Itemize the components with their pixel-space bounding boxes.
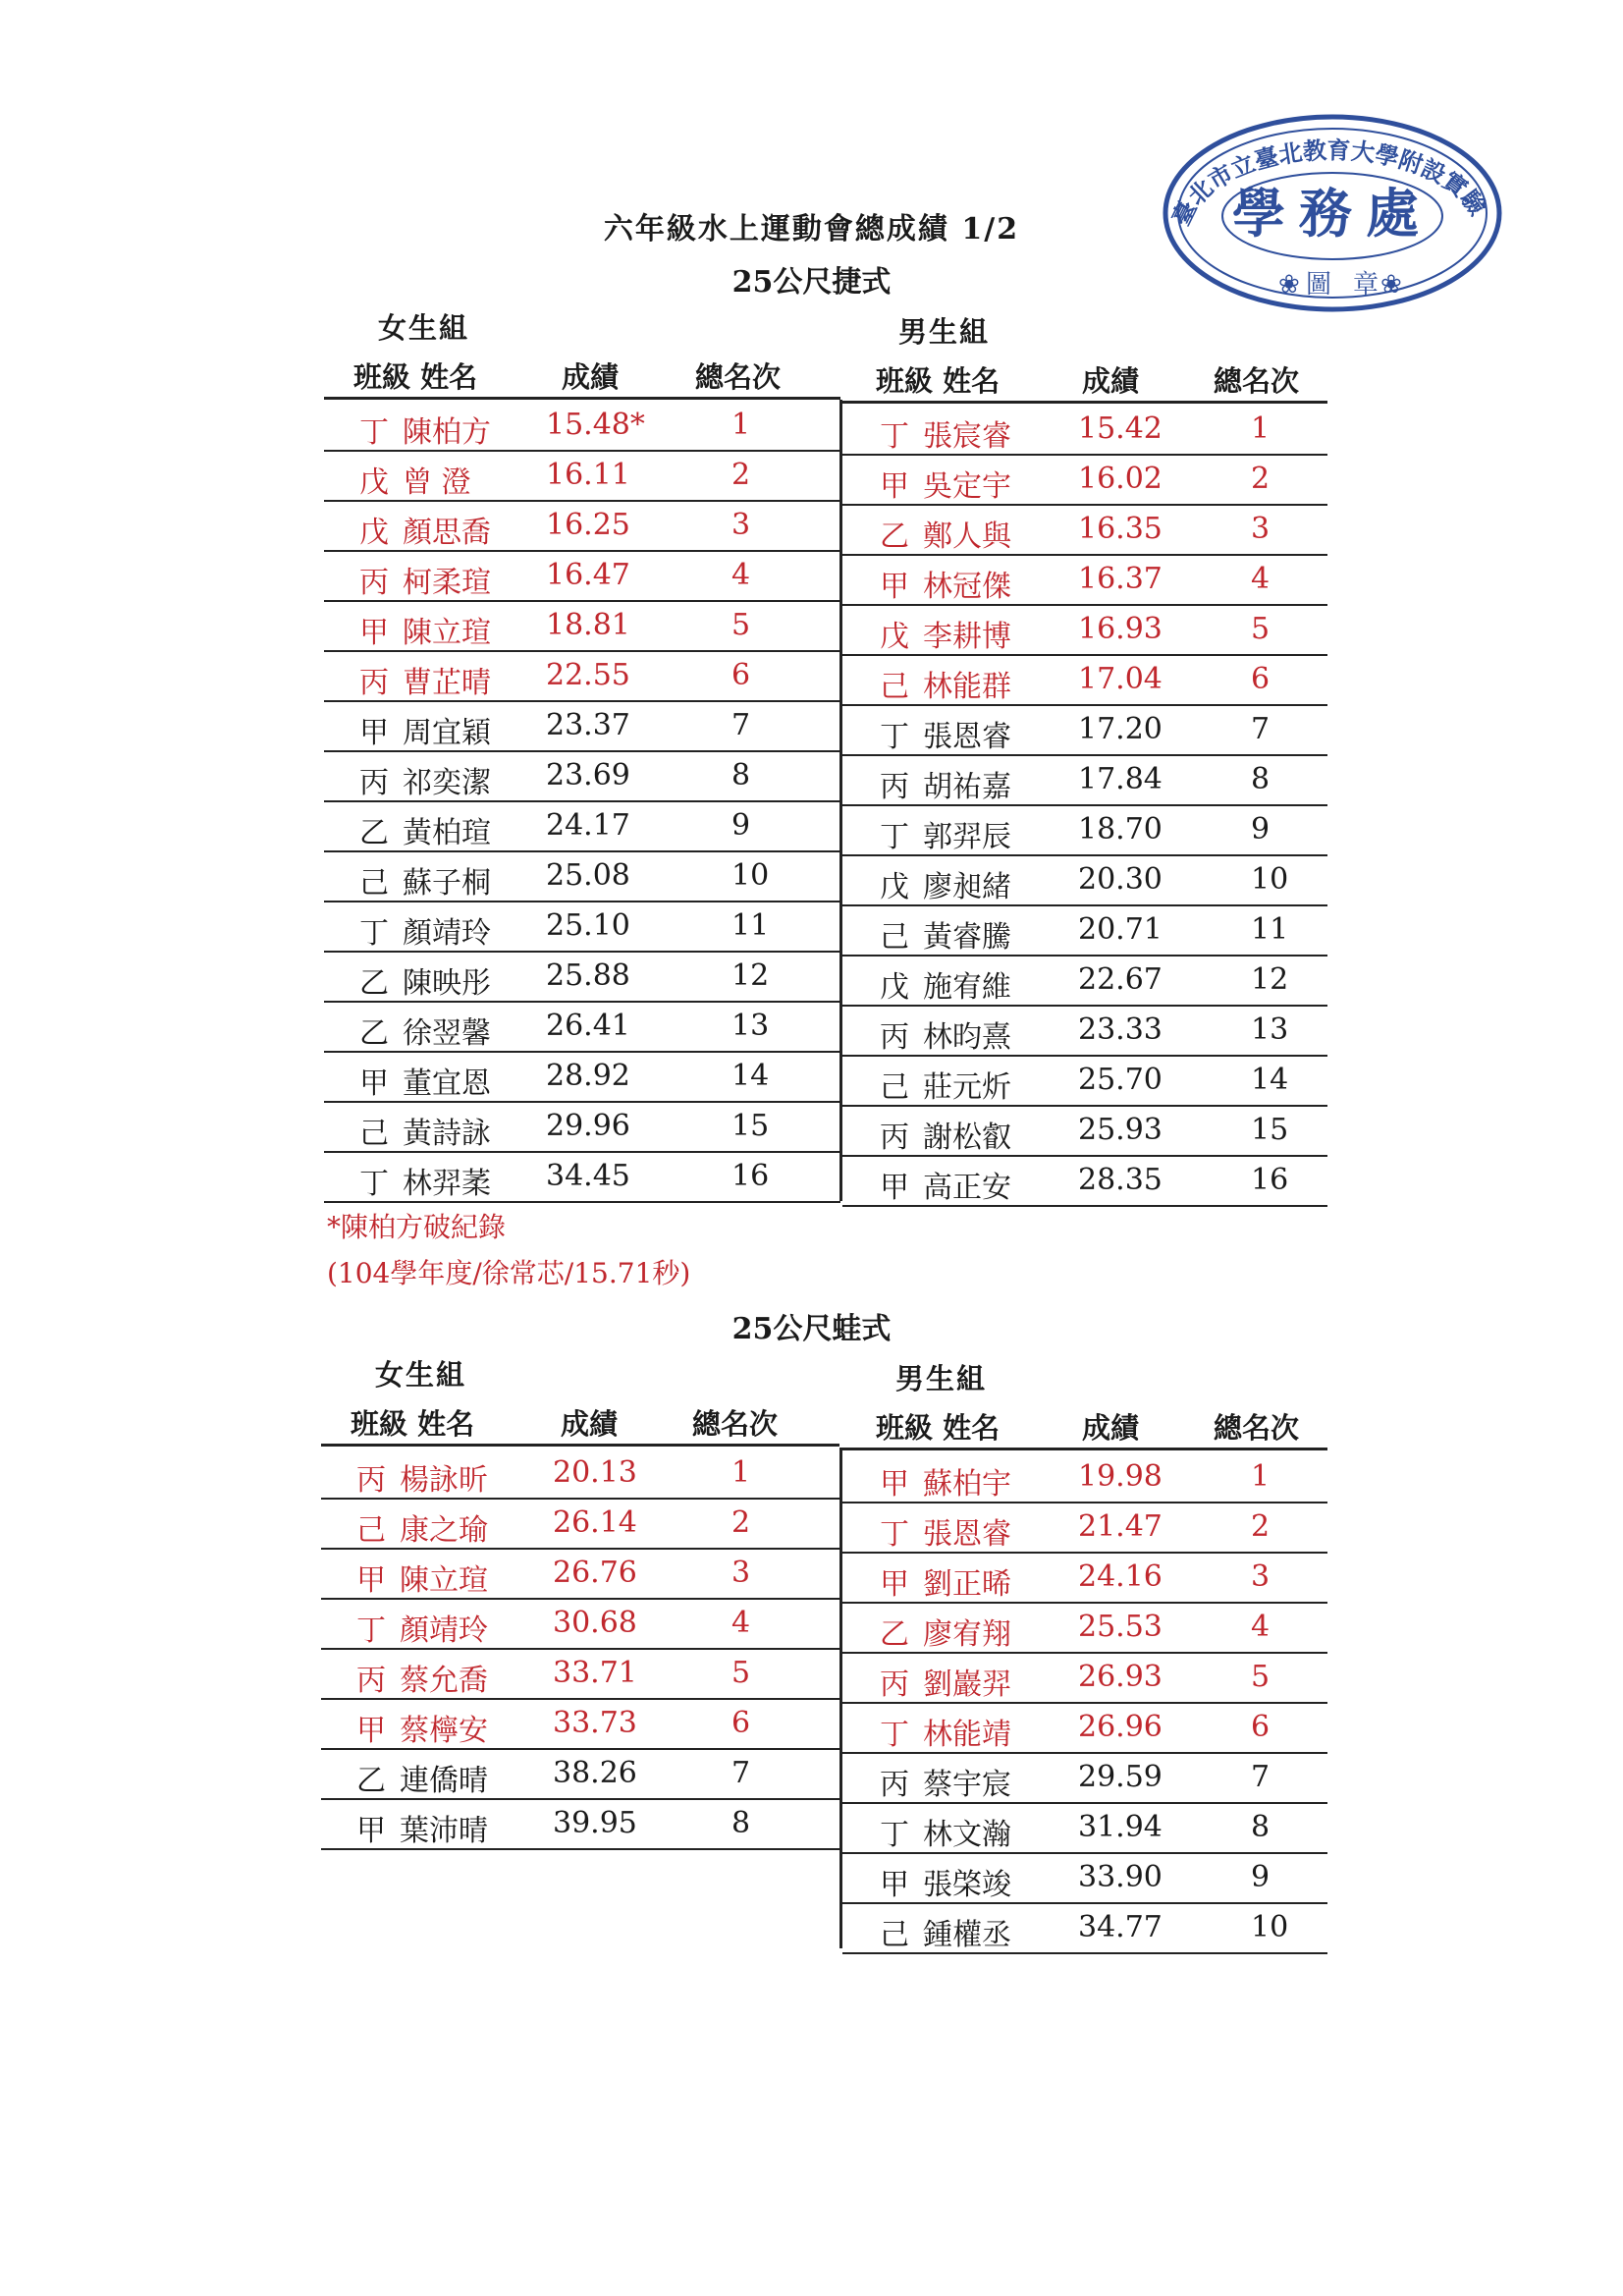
rank-cell: 3 — [1251, 1559, 1271, 1594]
rank-cell: 9 — [1251, 812, 1271, 847]
header-class-name: 班級 姓名 — [876, 1411, 1001, 1445]
score-cell: 28.92 — [546, 1059, 630, 1093]
freestyle-girls-label: 女生組 — [378, 311, 470, 345]
rank-cell: 5 — [731, 608, 751, 642]
score-cell: 24.17 — [546, 808, 630, 843]
name-cell: 蔡宇宸 — [923, 1768, 1011, 1802]
name-cell: 林文瀚 — [923, 1818, 1011, 1852]
page-title: 六年級水上運動會總成績 1/2 — [603, 212, 1020, 246]
name-cell: 張棨竣 — [923, 1868, 1011, 1902]
class-cell: 丁 — [880, 1718, 909, 1752]
svg-text:❀: ❀ — [1380, 270, 1402, 300]
class-cell: 甲 — [356, 1563, 386, 1598]
header-rank: 總名次 — [1214, 364, 1300, 398]
rank-cell: 6 — [731, 658, 751, 692]
rank-cell: 7 — [731, 708, 751, 742]
class-cell: 乙 — [880, 519, 909, 554]
rank-cell: 10 — [1251, 1910, 1289, 1944]
class-cell: 己 — [880, 1918, 909, 1952]
rank-cell: 15 — [731, 1109, 770, 1143]
freestyle-boys-label: 男生組 — [898, 315, 991, 349]
svg-text:臺北市立臺北教育大學附設實驗國民小學: 臺北市立臺北教育大學附設實驗 — [1166, 136, 1492, 231]
class-cell: 戊 — [880, 970, 909, 1005]
rank-cell: 2 — [731, 1505, 751, 1540]
name-cell: 施宥維 — [923, 970, 1011, 1005]
rank-cell: 14 — [731, 1059, 770, 1093]
score-cell: 17.04 — [1078, 662, 1163, 696]
name-cell: 陳立瑄 — [400, 1563, 488, 1598]
name-cell: 陳立瑄 — [403, 616, 491, 650]
class-cell: 丁 — [359, 415, 389, 450]
score-cell: 23.33 — [1078, 1012, 1163, 1047]
name-cell: 曾 澄 — [403, 465, 471, 500]
class-cell: 甲 — [880, 1467, 909, 1502]
name-cell: 郭羿辰 — [923, 820, 1011, 854]
table-row — [842, 1752, 1327, 1804]
record-note-1: *陳柏方破紀錄 — [327, 1211, 507, 1243]
name-cell: 劉巖羿 — [923, 1667, 1011, 1702]
score-cell: 31.94 — [1078, 1810, 1163, 1844]
breaststroke-girls-header — [321, 1398, 839, 1447]
rank-cell: 10 — [731, 858, 770, 893]
table-row — [842, 1902, 1327, 1954]
table-row — [324, 1051, 840, 1103]
table-row — [321, 1598, 839, 1650]
score-cell: 22.55 — [546, 658, 630, 692]
table-row — [842, 404, 1327, 456]
table-row — [324, 850, 840, 902]
name-cell: 蘇柏宇 — [923, 1467, 1011, 1502]
class-cell: 戊 — [359, 516, 389, 550]
table-row — [321, 1648, 839, 1700]
header-rank: 總名次 — [695, 360, 782, 394]
class-cell: 甲 — [880, 570, 909, 604]
table-row — [842, 1105, 1327, 1157]
class-cell: 甲 — [359, 616, 389, 650]
rank-cell: 3 — [731, 508, 751, 542]
class-cell: 甲 — [359, 716, 389, 750]
table-row — [842, 955, 1327, 1007]
table-row — [842, 854, 1327, 906]
name-cell: 莊元炘 — [923, 1070, 1011, 1105]
score-cell: 18.70 — [1078, 812, 1163, 847]
rank-cell: 4 — [1251, 1610, 1271, 1644]
name-cell: 康之瑜 — [400, 1513, 488, 1548]
rank-cell: 15 — [1251, 1113, 1289, 1147]
breaststroke-boys-header — [842, 1402, 1327, 1450]
name-cell: 張宸睿 — [923, 419, 1011, 454]
table-row — [324, 1101, 840, 1153]
table-row — [321, 1748, 839, 1800]
score-cell: 29.96 — [546, 1109, 630, 1143]
rank-cell: 11 — [1251, 912, 1289, 947]
name-cell: 蔡允喬 — [400, 1664, 488, 1698]
header-score: 成績 — [1082, 364, 1140, 398]
rank-cell: 14 — [1251, 1063, 1289, 1097]
table-row — [842, 1005, 1327, 1057]
freestyle-girls-header — [324, 352, 840, 400]
svg-text:❀: ❀ — [1278, 270, 1300, 300]
name-cell: 鍾權丞 — [923, 1918, 1011, 1952]
table-row — [324, 500, 840, 552]
class-cell: 丁 — [880, 720, 909, 754]
class-cell: 乙 — [880, 1617, 909, 1652]
class-cell: 丙 — [359, 766, 389, 800]
name-cell: 顏思喬 — [403, 516, 491, 550]
rank-cell: 7 — [731, 1756, 751, 1790]
breaststroke-divider — [839, 1448, 842, 1948]
rank-cell: 4 — [731, 1606, 751, 1640]
score-cell: 28.35 — [1078, 1163, 1163, 1197]
score-cell: 29.59 — [1078, 1760, 1163, 1794]
table-row — [321, 1698, 839, 1750]
record-note-2: (104學年度/徐常芯/15.71秒) — [327, 1257, 691, 1289]
table-row — [324, 600, 840, 652]
svg-text:圖: 圖 — [1306, 270, 1332, 300]
table-row — [324, 550, 840, 602]
rank-cell: 5 — [731, 1656, 751, 1690]
table-row — [842, 504, 1327, 556]
rank-cell: 13 — [731, 1009, 770, 1043]
score-cell: 19.98 — [1078, 1459, 1163, 1494]
rank-cell: 13 — [1251, 1012, 1289, 1047]
class-cell: 丙 — [356, 1463, 386, 1498]
name-cell: 廖昶緒 — [923, 870, 1011, 904]
class-cell: 己 — [359, 866, 389, 901]
class-cell: 丙 — [880, 1020, 909, 1055]
table-row — [842, 1502, 1327, 1554]
class-cell: 戊 — [880, 620, 909, 654]
name-cell: 黃柏瑄 — [403, 816, 491, 850]
score-cell: 34.77 — [1078, 1910, 1163, 1944]
rank-cell: 8 — [731, 758, 751, 793]
header-rank: 總名次 — [1214, 1411, 1300, 1445]
table-row — [324, 650, 840, 702]
class-cell: 丙 — [356, 1664, 386, 1698]
breaststroke-boys-label: 男生組 — [895, 1362, 988, 1395]
score-cell: 17.84 — [1078, 762, 1163, 796]
event-title-breaststroke: 25公尺蛙式 — [731, 1312, 892, 1346]
table-row — [842, 904, 1327, 957]
freestyle-boys-header — [842, 355, 1327, 404]
name-cell: 張恩睿 — [923, 720, 1011, 754]
score-cell: 16.37 — [1078, 562, 1163, 596]
name-cell: 蔡檸安 — [400, 1714, 488, 1748]
table-row — [324, 1001, 840, 1053]
table-row — [842, 1451, 1327, 1503]
rank-cell: 12 — [1251, 962, 1289, 997]
table-row — [321, 1548, 839, 1600]
class-cell: 甲 — [880, 1567, 909, 1602]
svg-text:章: 章 — [1353, 270, 1380, 300]
name-cell: 連僑晴 — [400, 1764, 488, 1798]
header-rank: 總名次 — [692, 1407, 779, 1441]
rank-cell: 10 — [1251, 862, 1289, 897]
rank-cell: 3 — [1251, 512, 1271, 546]
name-cell: 周宜穎 — [403, 716, 491, 750]
class-cell: 丁 — [880, 1517, 909, 1552]
name-cell: 柯柔瑄 — [403, 566, 491, 600]
rank-cell: 6 — [1251, 1710, 1271, 1744]
score-cell: 23.37 — [546, 708, 630, 742]
table-row — [842, 754, 1327, 806]
header-score: 成績 — [562, 360, 620, 394]
score-cell: 24.16 — [1078, 1559, 1163, 1594]
class-cell: 丙 — [880, 1768, 909, 1802]
score-cell: 34.45 — [546, 1159, 630, 1193]
class-cell: 丁 — [880, 820, 909, 854]
class-cell: 丁 — [359, 1167, 389, 1201]
rank-cell: 7 — [1251, 712, 1271, 746]
rank-cell: 8 — [1251, 1810, 1271, 1844]
class-cell: 丁 — [359, 916, 389, 951]
rank-cell: 7 — [1251, 1760, 1271, 1794]
rank-cell: 12 — [731, 958, 770, 993]
name-cell: 胡祐嘉 — [923, 770, 1011, 804]
name-cell: 廖宥翔 — [923, 1617, 1011, 1652]
score-cell: 16.47 — [546, 558, 630, 592]
rank-cell: 1 — [1251, 411, 1271, 446]
name-cell: 劉正晞 — [923, 1567, 1011, 1602]
table-row — [324, 750, 840, 802]
table-row — [324, 800, 840, 852]
table-row — [842, 1652, 1327, 1704]
rank-cell: 9 — [731, 808, 751, 843]
name-cell: 高正安 — [923, 1171, 1011, 1205]
rank-cell: 8 — [1251, 762, 1271, 796]
header-score: 成績 — [561, 1407, 619, 1441]
table-row — [842, 604, 1327, 656]
class-cell: 乙 — [359, 1016, 389, 1051]
class-cell: 戊 — [880, 870, 909, 904]
rank-cell: 9 — [1251, 1860, 1271, 1894]
score-cell: 26.96 — [1078, 1710, 1163, 1744]
class-cell: 丙 — [880, 770, 909, 804]
table-row — [842, 1055, 1327, 1107]
table-row — [324, 901, 840, 953]
name-cell: 陳映彤 — [403, 966, 491, 1001]
class-cell: 甲 — [880, 1868, 909, 1902]
score-cell: 21.47 — [1078, 1509, 1163, 1544]
class-cell: 丙 — [880, 1121, 909, 1155]
header-class-name: 班級 姓名 — [351, 1407, 475, 1441]
breaststroke-girls-label: 女生組 — [375, 1358, 467, 1392]
score-cell: 20.13 — [553, 1455, 637, 1490]
class-cell: 戊 — [359, 465, 389, 500]
score-cell: 25.93 — [1078, 1113, 1163, 1147]
score-cell: 25.10 — [546, 908, 630, 943]
table-row — [842, 654, 1327, 706]
score-cell: 26.41 — [546, 1009, 630, 1043]
score-cell: 20.71 — [1078, 912, 1163, 947]
name-cell: 楊詠昕 — [400, 1463, 488, 1498]
name-cell: 林羿葇 — [403, 1167, 491, 1201]
header-score: 成績 — [1082, 1411, 1140, 1445]
table-row — [842, 1552, 1327, 1604]
class-cell: 己 — [880, 1070, 909, 1105]
class-cell: 丙 — [359, 566, 389, 600]
name-cell: 葉沛晴 — [400, 1814, 488, 1848]
class-cell: 甲 — [356, 1714, 386, 1748]
freestyle-divider — [839, 400, 842, 1201]
score-cell: 23.69 — [546, 758, 630, 793]
table-row — [321, 1798, 839, 1850]
rank-cell: 4 — [731, 558, 751, 592]
score-cell: 15.42 — [1078, 411, 1163, 446]
class-cell: 甲 — [359, 1066, 389, 1101]
name-cell: 林昀熹 — [923, 1020, 1011, 1055]
rank-cell: 2 — [1251, 1509, 1271, 1544]
class-cell: 丁 — [880, 419, 909, 454]
rank-cell: 3 — [731, 1556, 751, 1590]
name-cell: 鄭人與 — [923, 519, 1011, 554]
rank-cell: 6 — [1251, 662, 1271, 696]
class-cell: 丁 — [356, 1613, 386, 1648]
table-row — [842, 554, 1327, 606]
class-cell: 己 — [880, 920, 909, 955]
table-row — [324, 700, 840, 752]
class-cell: 甲 — [880, 1171, 909, 1205]
name-cell: 李耕博 — [923, 620, 1011, 654]
score-cell: 15.48* — [546, 408, 645, 442]
score-cell: 17.20 — [1078, 712, 1163, 746]
name-cell: 黃睿騰 — [923, 920, 1011, 955]
class-cell: 丁 — [880, 1818, 909, 1852]
table-row — [842, 1802, 1327, 1854]
class-cell: 己 — [359, 1117, 389, 1151]
name-cell: 曹芷晴 — [403, 666, 491, 700]
class-cell: 乙 — [356, 1764, 386, 1798]
rank-cell: 16 — [1251, 1163, 1289, 1197]
svg-text:學務處: 學務處 — [1232, 182, 1433, 245]
rank-cell: 5 — [1251, 612, 1271, 646]
class-cell: 己 — [356, 1513, 386, 1548]
table-row — [324, 450, 840, 502]
rank-cell: 1 — [731, 408, 751, 442]
event-title-freestyle: 25公尺捷式 — [731, 265, 892, 300]
rank-cell: 8 — [731, 1806, 751, 1840]
class-cell: 乙 — [359, 816, 389, 850]
rank-cell: 1 — [1251, 1459, 1271, 1494]
score-cell: 25.53 — [1078, 1610, 1163, 1644]
class-cell: 甲 — [880, 469, 909, 504]
score-cell: 33.90 — [1078, 1860, 1163, 1894]
class-cell: 己 — [880, 670, 909, 704]
name-cell: 林能靖 — [923, 1718, 1011, 1752]
table-row — [321, 1448, 839, 1500]
score-cell: 33.71 — [553, 1656, 637, 1690]
score-cell: 20.30 — [1078, 862, 1163, 897]
name-cell: 黃詩詠 — [403, 1117, 491, 1151]
score-cell: 26.93 — [1078, 1660, 1163, 1694]
score-cell: 33.73 — [553, 1706, 637, 1740]
score-cell: 30.68 — [553, 1606, 637, 1640]
score-cell: 16.02 — [1078, 462, 1163, 496]
score-cell: 26.14 — [553, 1505, 637, 1540]
rank-cell: 4 — [1251, 562, 1271, 596]
score-cell: 38.26 — [553, 1756, 637, 1790]
score-cell: 16.93 — [1078, 612, 1163, 646]
name-cell: 顏靖玲 — [400, 1613, 488, 1648]
rank-cell: 6 — [731, 1706, 751, 1740]
rank-cell: 5 — [1251, 1660, 1271, 1694]
score-cell: 16.25 — [546, 508, 630, 542]
score-cell: 39.95 — [553, 1806, 637, 1840]
name-cell: 張恩睿 — [923, 1517, 1011, 1552]
table-row — [842, 1602, 1327, 1654]
name-cell: 顏靖玲 — [403, 916, 491, 951]
table-row — [324, 951, 840, 1003]
name-cell: 陳柏方 — [403, 415, 491, 450]
name-cell: 林冠傑 — [923, 570, 1011, 604]
score-cell: 25.70 — [1078, 1063, 1163, 1097]
table-row — [842, 1155, 1327, 1207]
name-cell: 吳定宇 — [923, 469, 1011, 504]
rank-cell: 16 — [731, 1159, 770, 1193]
name-cell: 祁奕潔 — [403, 766, 491, 800]
class-cell: 丙 — [359, 666, 389, 700]
table-row — [842, 1852, 1327, 1904]
name-cell: 謝松叡 — [923, 1121, 1011, 1155]
class-cell: 乙 — [359, 966, 389, 1001]
name-cell: 蘇子桐 — [403, 866, 491, 901]
score-cell: 26.76 — [553, 1556, 637, 1590]
table-row — [842, 704, 1327, 756]
class-cell: 丙 — [880, 1667, 909, 1702]
table-row — [842, 804, 1327, 856]
score-cell: 25.08 — [546, 858, 630, 893]
rank-cell: 2 — [731, 458, 751, 492]
table-row — [324, 400, 840, 452]
rank-cell: 2 — [1251, 462, 1271, 496]
name-cell: 徐翌馨 — [403, 1016, 491, 1051]
table-row — [842, 454, 1327, 506]
name-cell: 林能群 — [923, 670, 1011, 704]
rank-cell: 1 — [731, 1455, 751, 1490]
table-row — [324, 1151, 840, 1203]
rank-cell: 11 — [731, 908, 770, 943]
score-cell: 16.11 — [546, 458, 630, 492]
table-row — [321, 1498, 839, 1550]
header-class-name: 班級 姓名 — [876, 364, 1001, 398]
class-cell: 甲 — [356, 1814, 386, 1848]
score-cell: 22.67 — [1078, 962, 1163, 997]
score-cell: 18.81 — [546, 608, 630, 642]
header-class-name: 班級 姓名 — [353, 360, 478, 394]
table-row — [842, 1702, 1327, 1754]
name-cell: 董宜恩 — [403, 1066, 491, 1101]
score-cell: 25.88 — [546, 958, 630, 993]
score-cell: 16.35 — [1078, 512, 1163, 546]
